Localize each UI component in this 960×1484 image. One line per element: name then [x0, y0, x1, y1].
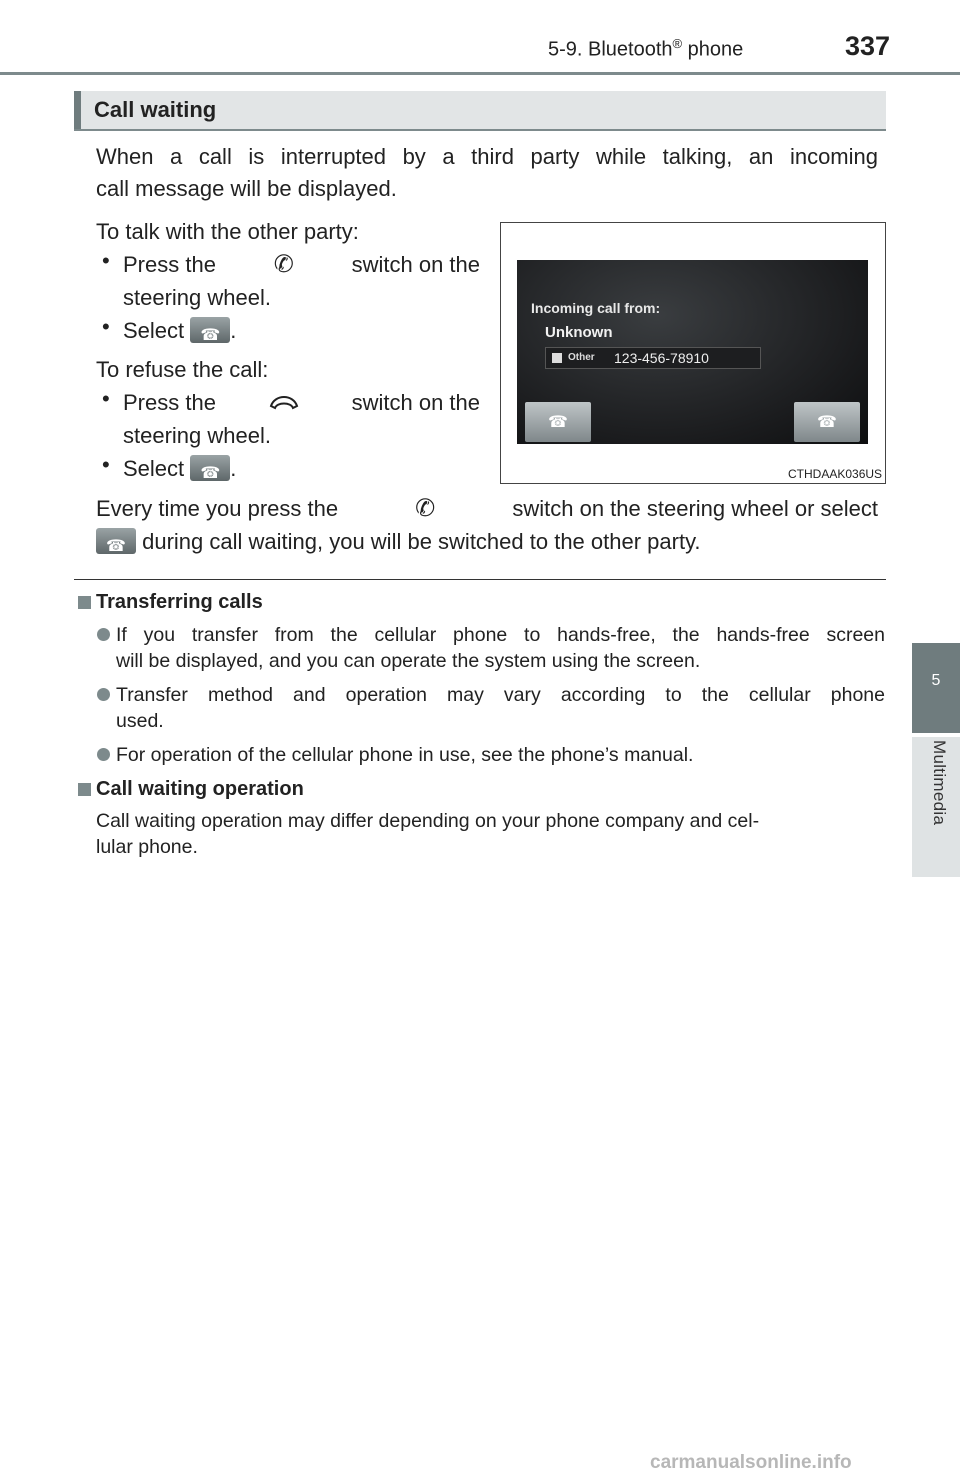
- talk-heading: To talk with the other party:: [96, 219, 359, 244]
- talk-bullet-2-text: Select: [123, 318, 185, 343]
- bullet-dot: •: [102, 248, 110, 273]
- circle-bullet-icon: [97, 688, 110, 701]
- running-head: [548, 36, 743, 62]
- phone-type-label: Other: [568, 352, 595, 363]
- bullet-dot: •: [102, 314, 110, 339]
- refuse-bullet-2: [123, 452, 236, 485]
- intro-line-2: call message will be displayed.: [96, 176, 397, 201]
- registered-mark: ®: [672, 36, 683, 51]
- answer-call-button[interactable]: [525, 402, 591, 442]
- transfer-note-2b: used.: [116, 710, 164, 732]
- transfer-note-2a: Transfer method and operation may vary according to the cellular phone: [116, 684, 885, 706]
- transfer-note-3: For operation of the cellular phone in use, see the phone’s manual.: [116, 744, 694, 766]
- figure-code: CTHDAAK036US: [788, 467, 883, 481]
- talk-bullet-1-text-b: switch on the: [351, 252, 480, 277]
- section-header: [74, 91, 886, 131]
- section-title: Call waiting: [94, 97, 217, 122]
- caller-number-row: [545, 347, 761, 369]
- every-line-1-text-b: switch on the steering wheel or select: [512, 496, 878, 521]
- talk-bullet-2-period: .: [230, 318, 237, 343]
- transfer-note-1b: will be displayed, and you can operate the system using the screen.: [116, 650, 701, 672]
- square-bullet-icon: [78, 783, 91, 796]
- transfer-note-1a: If you transfer from the cellular phone to hands-free, the hands-free screen: [116, 624, 885, 646]
- refuse-bullet-1-text-a: Press the: [123, 390, 216, 415]
- talk-bullet-1-text-a: Press the: [123, 252, 216, 277]
- phone-switch-icon: ✆: [415, 495, 436, 522]
- page-number: 337: [845, 31, 891, 61]
- every-line-1: [96, 492, 878, 525]
- square-bullet-icon: [78, 596, 91, 609]
- phone-type-icon: [552, 353, 562, 363]
- refuse-bullet-2-period: .: [230, 456, 237, 481]
- intro-line-1: When a call is interrupted by a third party while talking, an incoming: [96, 144, 878, 169]
- bullet-dot: •: [102, 452, 110, 477]
- chapter-tab-number: 5: [912, 643, 960, 733]
- decline-button-icon: [190, 455, 230, 481]
- talk-bullet-2: [123, 314, 236, 347]
- waiting-note-1: Call waiting operation may differ depending on your phone company and cel-: [96, 810, 760, 832]
- section-ref: 5-9. Bluetooth: [548, 38, 673, 61]
- caller-name: Unknown: [545, 324, 613, 341]
- section-ref-suffix: phone: [682, 38, 744, 61]
- refuse-bullet-1: [123, 386, 480, 419]
- incoming-call-screen: [517, 260, 868, 444]
- circle-bullet-icon: [97, 628, 110, 641]
- caller-number: 123-456-78910: [614, 350, 709, 366]
- answer-button-icon: [190, 317, 230, 343]
- watermark: carmanualsonline.info: [650, 1452, 852, 1473]
- refuse-bullet-2-text: Select: [123, 456, 185, 481]
- hang-up-icon: [269, 392, 299, 410]
- refuse-bullet-1-cont: steering wheel.: [123, 423, 271, 448]
- incoming-call-title: Incoming call from:: [531, 300, 661, 316]
- bullet-dot: •: [102, 386, 110, 411]
- every-line-2: [96, 525, 701, 558]
- header-rule: [0, 72, 960, 75]
- refuse-bullet-1-text-b: switch on the: [351, 390, 480, 415]
- waiting-note-2: lular phone.: [96, 836, 198, 858]
- circle-bullet-icon: [97, 748, 110, 761]
- section-divider: [74, 579, 886, 580]
- transfer-heading: Transferring calls: [96, 591, 263, 613]
- every-line-1-text-a: Every time you press the: [96, 496, 339, 521]
- waiting-heading: Call waiting operation: [96, 778, 304, 800]
- phone-switch-icon: ✆: [273, 251, 294, 278]
- answer-button-icon: [96, 528, 136, 554]
- talk-bullet-1: [123, 248, 480, 281]
- talk-bullet-1-cont: steering wheel.: [123, 285, 271, 310]
- hang-up-switch-icon: [265, 386, 303, 419]
- every-line-2-text: during call waiting, you will be switched to the other party.: [136, 529, 701, 554]
- decline-call-button[interactable]: [794, 402, 860, 442]
- refuse-heading: To refuse the call:: [96, 357, 269, 382]
- chapter-tab-label: Multimedia: [930, 740, 949, 826]
